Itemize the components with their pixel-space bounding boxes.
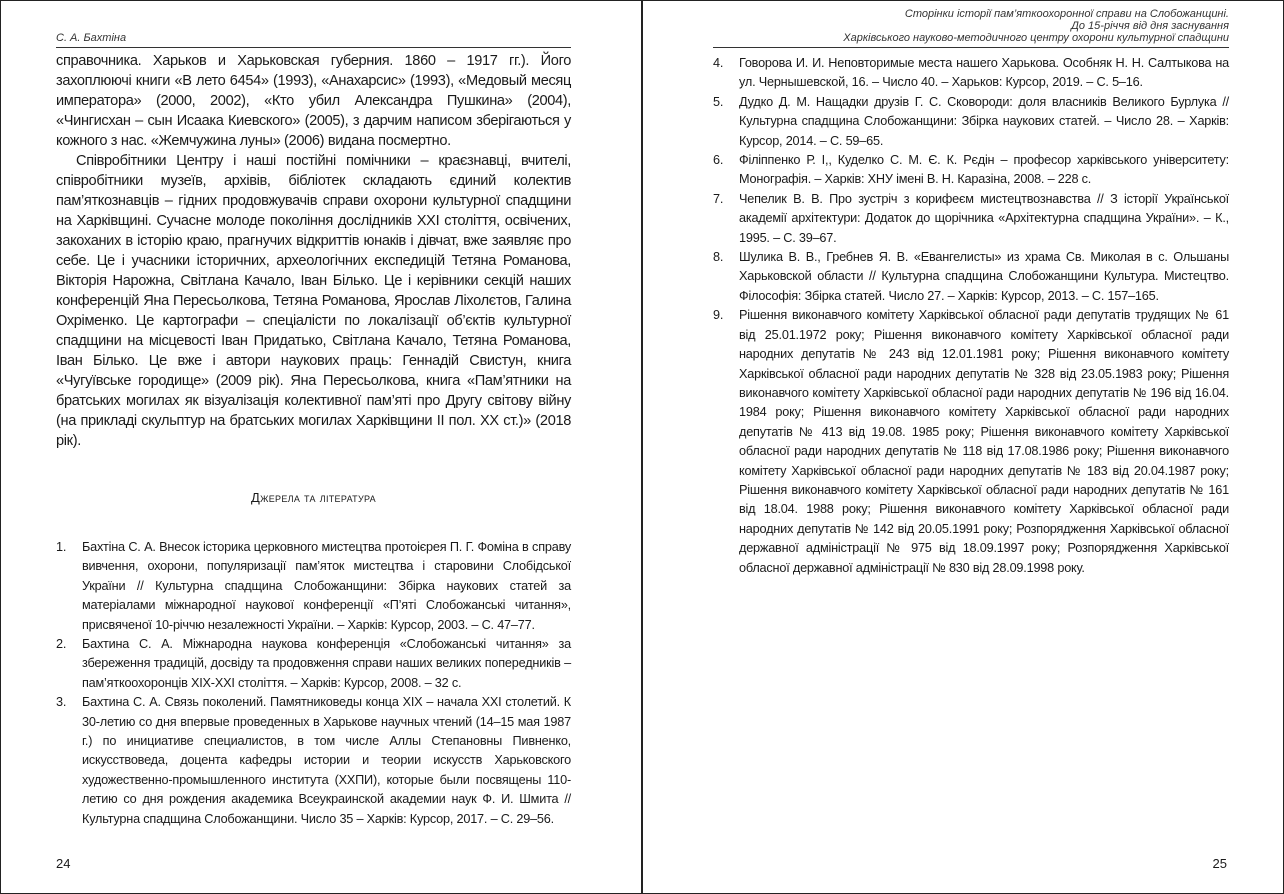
reference-text: Чепелик В. В. Про зустріч з корифеєм мистецтвознавства // З історії Української академії архітектури: Додаток до щорічника «Архітектурна спадщина України». – К., 1995. – С. 39–67. (739, 191, 1229, 245)
section-heading: Джерела та література (251, 490, 376, 505)
reference-text: Філіппенко Р. І,, Куделко С. М. Є. К. Рєдін – професор харківського університету: Монографія. – Харків: ХНУ імені В. Н. Каразіна, 2008. – 228 с. (739, 153, 1229, 187)
reference-number: 6. (713, 153, 724, 168)
running-head-title (843, 8, 1229, 44)
page-number: 24 (56, 856, 71, 871)
reference-number: 5. (713, 94, 724, 109)
paragraph: Співробітники Центру і наші постійні помічники – краєзнавці, вчителі, співробітники музеїв, архівів, бібліотек складають єдиний колектив пам’яткознавців – гідних продовжувачів справи охорони культурної спадщини на Харківщині. Сучасне молоде покоління дослідників XXI століття, освічених, закоханих в історію краю, прагнучих відкриттів юнаків і дівчат, вже заявляє про себе. Це і учасники історичних, археологічних експедицій Тетяна Романова, Вікторія Нарожна, Світлана Качало, Іван Білько. Це і керівники секцій наших конференцій Яна Пересьолкова, Тетяна Романова, Ярослав Ліхолєтов, Галина Охріменко. Це картографи – спеціалісти по локалізації об’єктів культурної спадщини на місцевості Іван Придатько, Світлана Качало, Тетяна Романова, Іван Білько. Це вже і автори наукових праць: Геннадій Свистун, книга «Чугуївське городище» (2009 рік). Яна Пересьолкова, книга «Пам’ятники на братських могилах як візуалізація колективної пам’яті про Другу світову війну (на прикладі скульптур на братських могилах Харківщини II пол. XX ст.)» (2018 рік). (56, 153, 571, 449)
reference-text: Бахтіна С. А. Внесок історика церковного мистецтва протоієрея П. Г. Фоміна в справу вивчення, охорони, популяризації пам’яток мистецтва і старовини Слобідської України // Культурна спадщина Слобожанщини: Збірка наукових статей за матеріалами міжнародної наукової конференції «П’яті Слобожанські читання», присвяченої 10-річчю незалежності України. – Харків: Курсор, 2003. – С. 47–77. (82, 540, 571, 632)
reference-list (56, 538, 571, 829)
reference-number: 7. (713, 191, 724, 206)
reference-item (713, 54, 1229, 93)
body-text (56, 51, 571, 451)
reference-text: Бахтина С. А. Связь поколений. Памятниковеды конца XIX – начала XXI столетий. К 30-летию со дня впервые проведенных в Харькове научных чтений (14–15 мая 1987 г.) по инициативе специалистов, в том числе Аллы Степановны Пивненко, искусствоведа, доцента кафедры истории и теории искусств Харьковского художественно-промышленного института (ХХПИ), которые были посвящены 110-летию со дня рождения академика Всеукраинской академии наук Ф. И. Шмита // Культурна спадщина Слобожанщини. Число 35 – Харків: Курсор, 2017. – С. 29–56. (82, 695, 571, 826)
reference-text: Рішення виконавчого комітету Харківської обласної ради депутатів трудящих № 61 від 25.01.1972 року; Рішення виконавчого комітету Харківської обласної ради народних депутатів № 243 від 12.01.1981 року; Рішення виконавчого комітету Харківської обласної ради народних депутатів № 328 від 23.05.1983 року; Рішення виконавчого комітету Харківської обласної ради народних депутатів № 196 від 16.04. 1984 року; Рішення виконавчого комітету Харківської обласної ради народних депутатів № 413 від 19.08. 1985 року; Рішення виконавчого комітету Харківської обласної ради народних депутатів № 118 від 17.08.1986 року; Рішення виконавчого комітету Харківської обласної ради народних депутатів № 183 від 20.04.1987 року; Рішення виконавчого комітету Харківської обласної ради народних депутатів № 161 від 18.04. 1988 року; Рішення виконавчого комітету Харківської обласної ради народних депутатів № 142 від 20.05.1991 року; Розпорядження Харківської обласної державної адміністрації № 975 від 18.09.1997 року; Розпорядження Харківської обласної державної адміністрації № 830 від 28.09.1998 року. (739, 308, 1229, 575)
reference-item (56, 635, 571, 693)
reference-text: Бахтина С. А. Міжнародна наукова конференція «Слобожанські читання» за збереження традицій, досвіду та продовження справи наших великих попередників – пам’яткоохоронців XIX-XXI століття. – Харків: Курсор, 2008. – 32 с. (82, 637, 571, 690)
reference-item (713, 306, 1229, 578)
running-head-line: Харківського науково-методичного центру охорони культурної спадщини (843, 32, 1229, 44)
reference-item (713, 151, 1229, 190)
reference-number: 4. (713, 56, 724, 70)
paragraph: справочника. Харьков и Харьковская губерния. 1860 – 1917 гг.). Його захоплюючі книги «В лето 6454» (1993), «Анахарсис» (1993), «Медовый месяц императора» (2000, 2002), «Кто убил Александра Пушкина» (2004), «Чингисхан – сын Исаака Киевского» (2005), з дарчим написом зберігаються у кожного з нас. «Жемчужина луны» (2006) видана посмертно. (56, 53, 571, 149)
reference-text: Говорова И. И. Неповторимые места нашего Харькова. Особняк Н. Н. Салтыкова на ул. Чернышевской, 16. – Число 40. – Харьков: Курсор, 2019. – С. 5–16. (739, 56, 1229, 90)
header-rule (56, 47, 571, 48)
reference-item (56, 693, 571, 829)
running-head-author: С. А. Бахтіна (56, 32, 127, 44)
reference-text: Шулика В. В., Гребнев Я. В. «Евангелисты» из храма Св. Миколая в с. Ольшаны Харьковской области // Культурна спадщина Слобожанщини Культура. Мистецтво. Філософія: Збірка статей. Число 27. – Харків: Курсор, 2013. – С. 157–165. (739, 250, 1229, 303)
reference-item (713, 190, 1229, 248)
reference-list (713, 54, 1229, 578)
reference-number: 1. (56, 540, 67, 554)
reference-number: 8. (713, 250, 724, 265)
header-rule (713, 47, 1229, 48)
reference-text: Дудко Д. М. Нащадки друзів Г. С. Сковороди: доля власників Великого Бурлука // Культурна спадщина Слобожанщини: Збірка наукових статей. – Число 28. – Харків: Курсор, 2014. – С. 59–65. (739, 94, 1229, 148)
running-head-line: До 15-річчя від дня заснування (1071, 20, 1229, 32)
reference-item (713, 248, 1229, 306)
right-page (642, 0, 1284, 894)
reference-item (56, 538, 571, 635)
page-number: 25 (1212, 856, 1227, 871)
reference-number: 2. (56, 637, 67, 652)
reference-number: 3. (56, 695, 67, 710)
running-head-line: Сторінки історії пам’яткоохоронної справи на Слобожанщині. (904, 8, 1229, 20)
reference-item (713, 93, 1229, 151)
reference-number: 9. (713, 308, 724, 323)
